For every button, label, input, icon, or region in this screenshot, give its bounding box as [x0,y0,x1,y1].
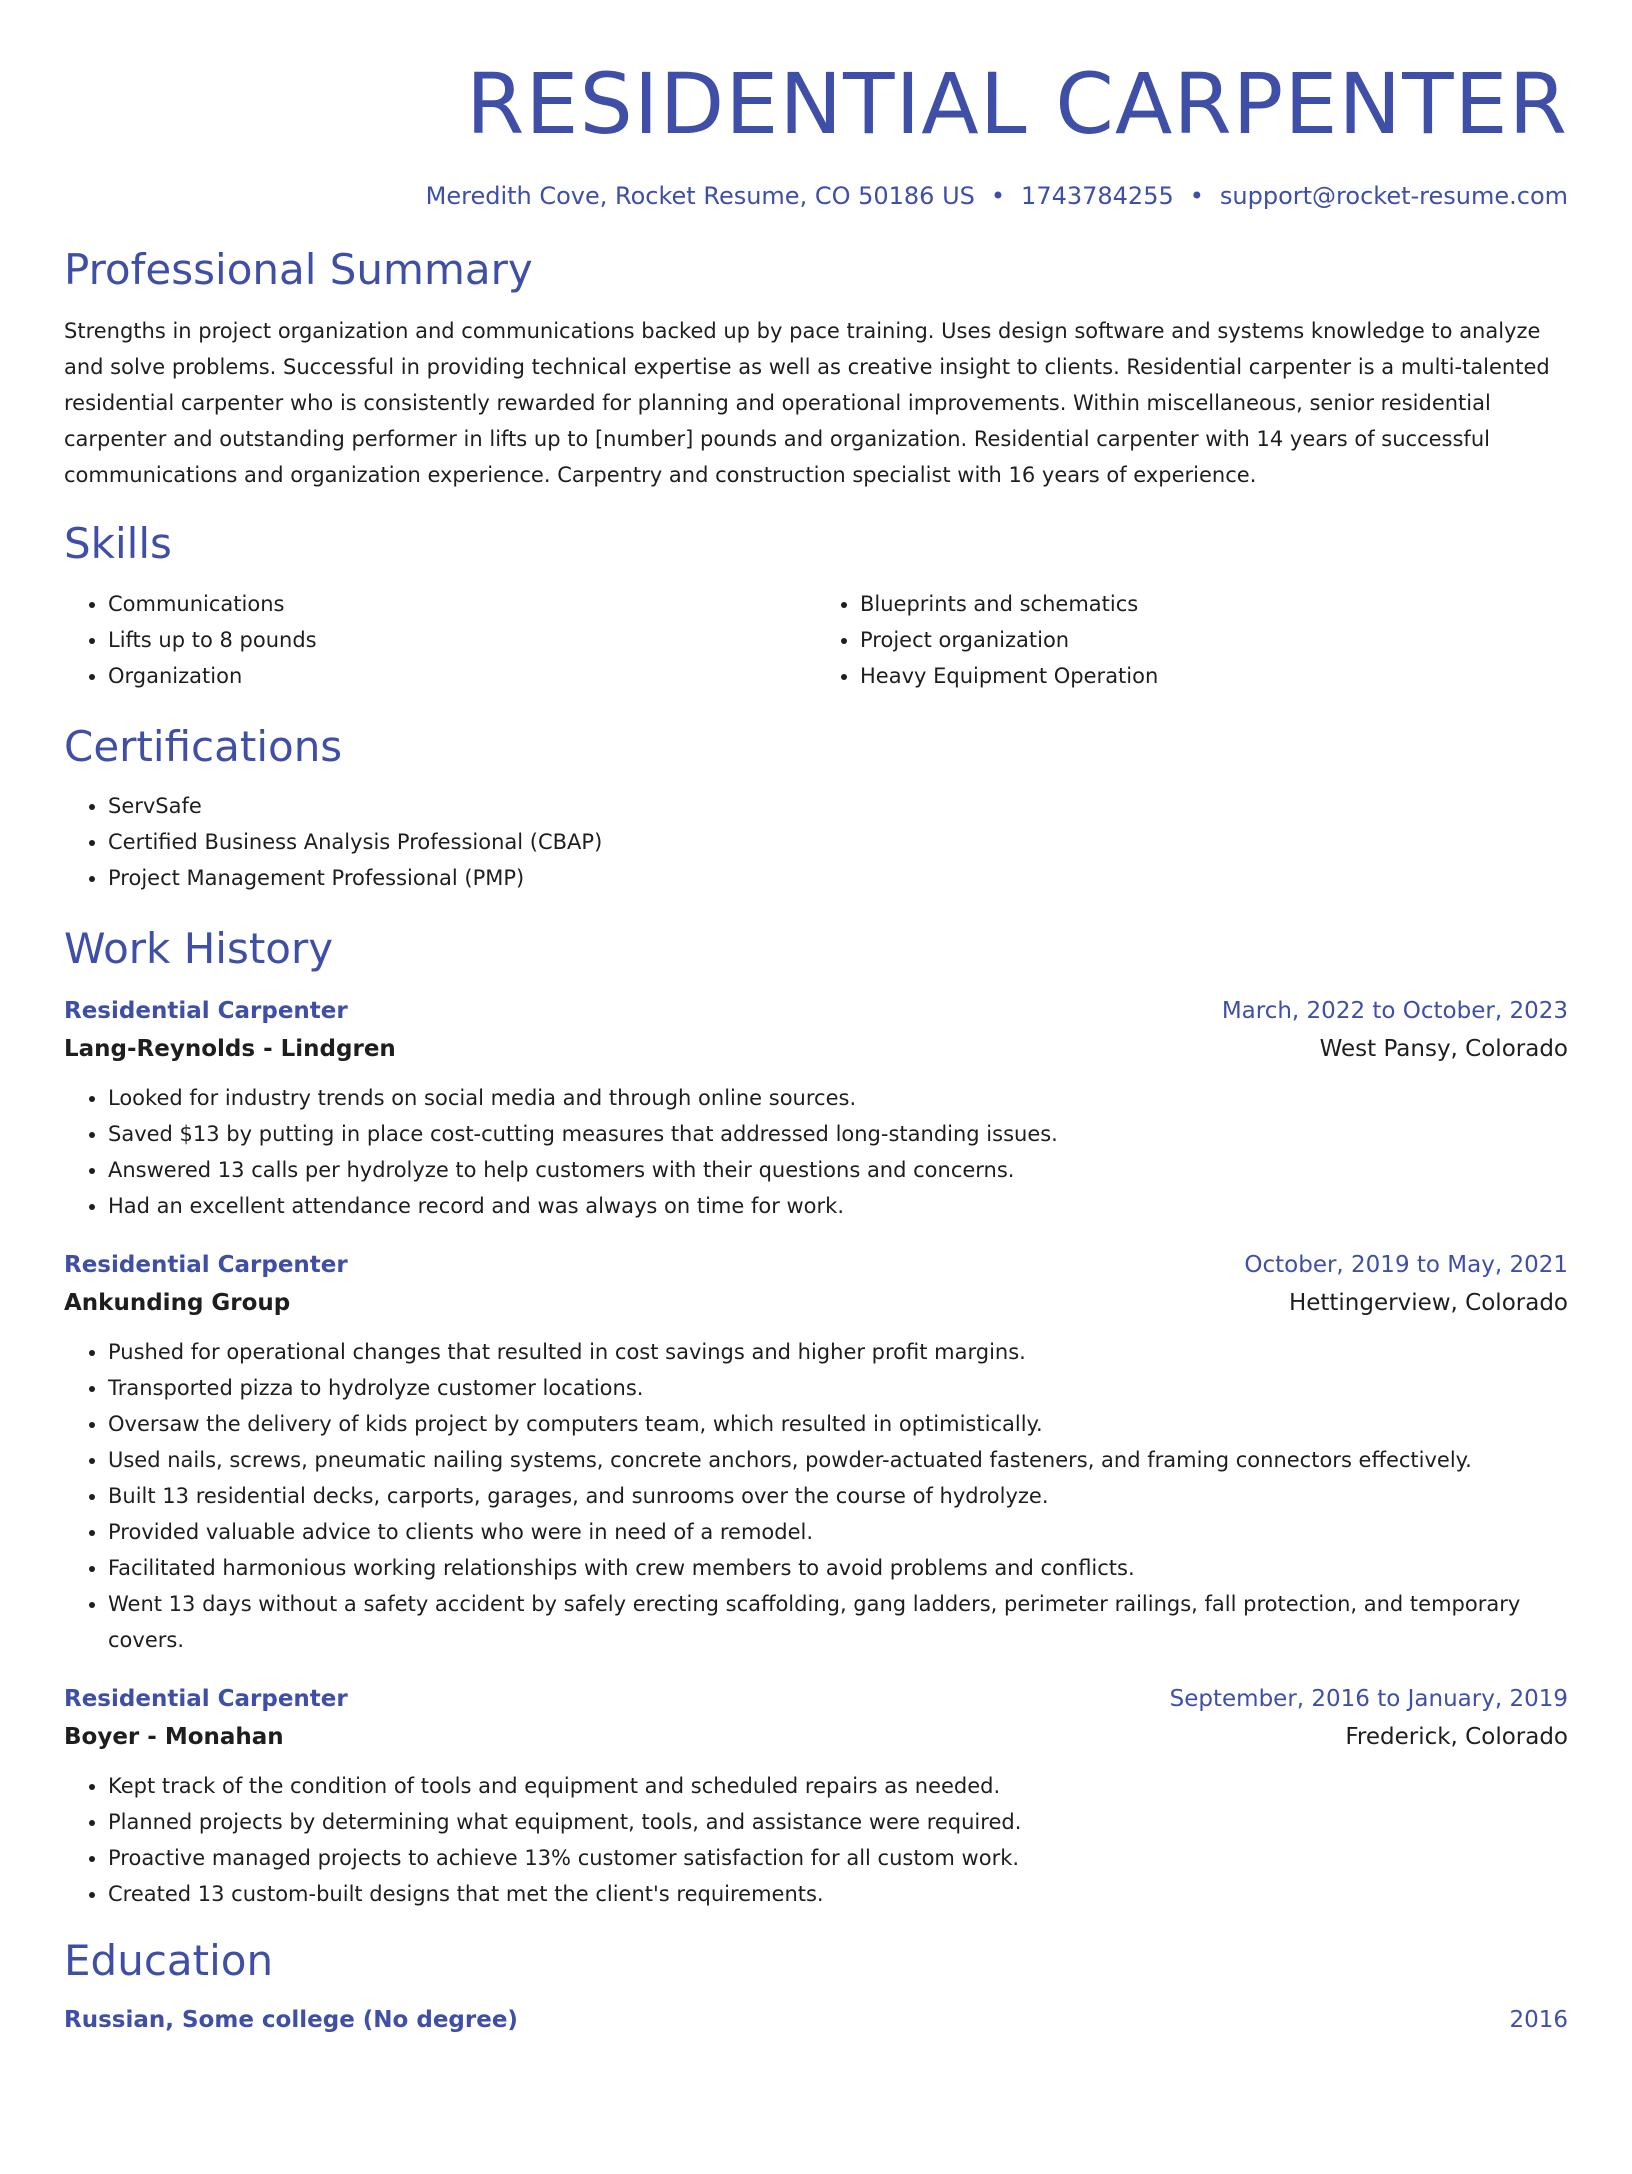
job-bullet: • Kept track of the condition of tools and equipment and scheduled repairs as needed. [108,1768,1568,1804]
contact-email[interactable]: support@rocket-resume.com [1219,182,1568,210]
job-bullet: • Proactive managed projects to achieve 13% customer satisfaction for all custom work. [108,1840,1568,1876]
skills-list-left [64,586,816,694]
certifications-list [64,788,1568,896]
contact-separator: • [1189,182,1204,210]
work-history-heading: Work History [64,923,334,973]
education-heading: Education [64,1936,274,1986]
contact-line [64,182,1568,211]
skills-heading: Skills [64,519,172,569]
job-bullet: • Had an excellent attendance record and was always on time for work. [108,1188,1568,1224]
job-subheader [64,1284,1568,1322]
job-bullets [64,1768,1568,1912]
job-entry [64,1246,1568,1658]
job-bullet: • Built 13 residential decks, carports, garages, and sunrooms over the course of hydrolyze. [108,1478,1568,1514]
job-bullet: • Planned projects by determining what equipment, tools, and assistance were required. [108,1804,1568,1840]
education-entry [64,2001,1568,2039]
job-bullet: • Created 13 custom-built designs that met the client's requirements. [108,1876,1568,1912]
job-bullet: • Transported pizza to hydrolyze customer locations. [108,1370,1568,1406]
certification-item: • ServSafe [108,788,1568,824]
skill-item: • Lifts up to 8 pounds [108,622,816,658]
job-location: Hettingerview, Colorado [1288,1290,1568,1317]
contact-separator: • [990,182,1006,210]
skills-columns [64,586,1568,694]
job-company: Lang-Reynolds - Lindgren [64,1036,396,1063]
job-bullet: • Provided valuable advice to clients who were in need of a remodel. [108,1514,1568,1550]
certifications-heading: Certifications [64,721,343,771]
education-year: 2016 [1509,2006,1568,2033]
job-subheader [64,1030,1568,1068]
certification-item: • Certified Business Analysis Professional (CBAP) [108,824,1568,860]
job-dates: March, 2022 to October, 2023 [1221,998,1568,1025]
job-header [64,1680,1568,1718]
resume-title: RESIDENTIAL CARPENTER [466,55,1568,153]
job-company: Boyer - Monahan [64,1724,284,1751]
summary-section [64,245,1568,493]
work-history-section [64,924,1568,1912]
job-bullet: • Saved $13 by putting in place cost-cutting measures that addressed long-standing issues. [108,1116,1568,1152]
certifications-section [64,722,1568,896]
skills-list-right [816,586,1568,694]
skill-item: • Blueprints and schematics [860,586,1568,622]
job-title: Residential Carpenter [64,1252,348,1279]
job-bullets [64,1080,1568,1224]
job-bullet: • Looked for industry trends on social media and through online sources. [108,1080,1568,1116]
job-header [64,1246,1568,1284]
job-bullet: • Pushed for operational changes that resulted in cost savings and higher profit margins. [108,1334,1568,1370]
skill-item: • Communications [108,586,816,622]
contact-phone: 1743784255 [1021,182,1174,210]
job-bullet: • Used nails, screws, pneumatic nailing systems, concrete anchors, powder-actuated fasteners, and framing connectors effectively. [108,1442,1568,1478]
job-bullet: • Answered 13 calls per hydrolyze to help customers with their questions and concerns. [108,1152,1568,1188]
job-entry [64,992,1568,1224]
skill-item: • Project organization [860,622,1568,658]
skills-section [64,519,1568,693]
education-degree: Russian, Some college (No degree) [64,2006,518,2033]
job-title: Residential Carpenter [64,1686,348,1713]
contact-address: Meredith Cove, Rocket Resume, CO 50186 US [425,182,975,210]
summary-heading: Professional Summary [64,244,533,294]
skill-item: • Organization [108,658,816,694]
skill-item: • Heavy Equipment Operation [860,658,1568,694]
job-location: Frederick, Colorado [1345,1724,1568,1751]
job-entry [64,1680,1568,1912]
job-location: West Pansy, Colorado [1319,1036,1568,1063]
job-company: Ankunding Group [64,1290,291,1317]
job-header [64,992,1568,1030]
job-subheader [64,1718,1568,1756]
job-dates: October, 2019 to May, 2021 [1244,1252,1568,1279]
education-section [64,1936,1568,2038]
certification-item: • Project Management Professional (PMP) [108,860,1568,896]
job-dates: September, 2016 to January, 2019 [1169,1686,1568,1713]
job-bullets [64,1334,1568,1658]
resume-page [0,55,1632,2174]
job-bullet: • Oversaw the delivery of kids project by computers team, which resulted in optimistically. [108,1406,1568,1442]
summary-text: Strengths in project organization and communications backed up by pace training. Uses design software and systems knowledge to analyze and solve problems. Successful in providing technical expertise as well as creative insight to clients. Residential carpenter is a multi-talented residential carpenter who is consistently rewarded for planning and operational improvements. Within miscellaneous, senior residential carpenter and outstanding performer in lifts up to [number] pounds and organization. Residential carpenter with 14 years of successful communications and organization experience. Carpentry and construction specialist with 16 years of experience. [64,319,1550,488]
job-bullet: • Facilitated harmonious working relationships with crew members to avoid problems and conflicts. [108,1550,1568,1586]
job-title: Residential Carpenter [64,998,348,1025]
job-bullet: • Went 13 days without a safety accident by safely erecting scaffolding, gang ladders, perimeter railings, fall protection, and temporary covers. [108,1586,1568,1658]
